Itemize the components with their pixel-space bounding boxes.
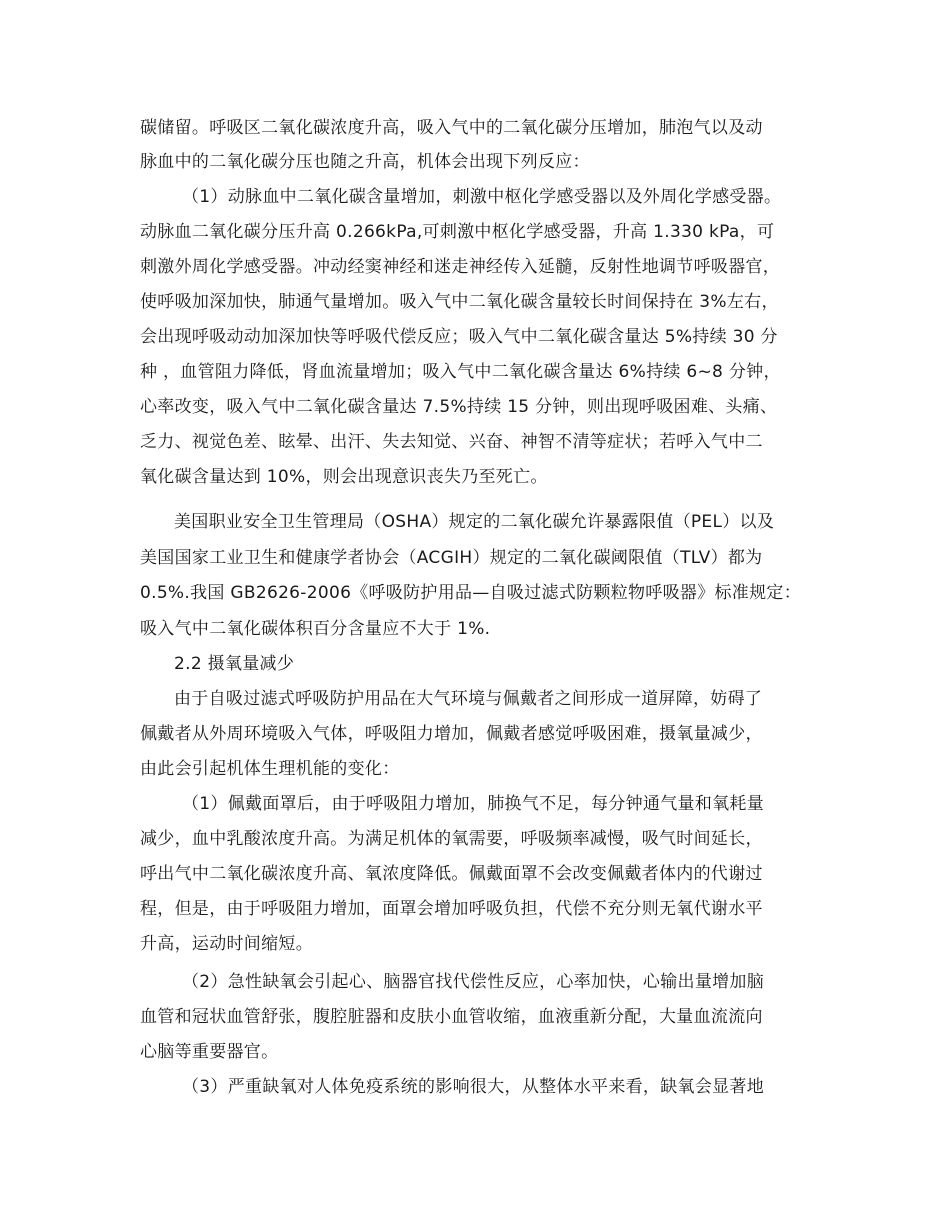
text-line: 氧化碳含量达到 10%，则会出现意识丧失乃至死亡。 xyxy=(140,467,548,487)
text-line: 美国职业安全卫生管理局（OSHA）规定的二氧化碳允许暴露限值（PEL）以及 xyxy=(174,512,775,532)
text-line: 心脑等重要器官。 xyxy=(140,1042,279,1062)
text-line: （1）动脉血中二氧化碳含量增加，刺激中枢化学感受器以及外周化学感受器。 xyxy=(182,187,782,207)
text-line: 减少，血中乳酸浓度升高。为满足机体的氧需要，呼吸频率减慢，吸气时间延长， xyxy=(140,829,763,849)
text-line: 由此会引起机体生理机能的变化： xyxy=(140,759,400,779)
text-line: 会出现呼吸动动加深加快等呼吸代偿反应；吸入气中二氧化碳含量达 5%持续 30 分 xyxy=(140,327,778,347)
text-line: 使呼吸加深加快，肺通气量增加。吸入气中二氧化碳含量较长时间保持在 3%左右， xyxy=(140,292,779,312)
text-line: 碳储留。呼吸区二氧化碳浓度升高，吸入气中的二氧化碳分压增加，肺泡气以及动 xyxy=(140,118,763,138)
text-line: 脉血中的二氧化碳分压也随之升高，机体会出现下列反应： xyxy=(140,152,590,172)
text-line: 0.5%.我国 GB2626-2006《呼吸防护用品—自吸过滤式防颗粒物呼吸器》标准规定： xyxy=(140,583,801,603)
text-line: 刺激外周化学感受器。冲动经窦神经和迷走神经传入延髓，反射性地调节呼吸器官， xyxy=(140,257,781,277)
text-line: （1）佩戴面罩后，由于呼吸阻力增加，肺换气不足，每分钟通气量和氧耗量 xyxy=(182,794,765,814)
text-line: 种 ，血管阻力降低，肾血流量增加；吸入气中二氧化碳含量达 6%持续 6~8 分钟， xyxy=(140,362,781,382)
section-heading: 2.2 摄氧量减少 xyxy=(174,654,295,674)
text-line: 升高，运动时间缩短。 xyxy=(140,934,313,954)
text-line: 动脉血二氧化碳分压升高 0.266kPa,可刺激中枢化学感受器，升高 1.330 kPa，可 xyxy=(140,222,775,242)
text-line: 心率改变，吸入气中二氧化碳含量达 7.5%持续 15 分钟，则出现呼吸困难、头痛、 xyxy=(140,397,778,417)
text-line: 乏力、视觉色差、眩晕、出汗、失去知觉、兴奋、神智不清等症状；若呼入气中二 xyxy=(140,432,763,452)
text-line: 佩戴者从外周环境吸入气体，呼吸阻力增加，佩戴者感觉呼吸困难，摄氧量减少， xyxy=(140,724,763,744)
text-line: 由于自吸过滤式呼吸防护用品在大气环境与佩戴者之间形成一道屏障，妨碍了 xyxy=(174,689,763,709)
text-line: 程，但是，由于呼吸阻力增加，面罩会增加呼吸负担，代偿不充分则无氧代谢水平 xyxy=(140,899,763,919)
text-line: 血管和冠状血管舒张，腹腔脏器和皮肤小血管收缩，血液重新分配，大量血流流向 xyxy=(140,1007,763,1027)
text-line: 美国国家工业卫生和健康学者协会（ACGIH）规定的二氧化碳阈限值（TLV）都为 xyxy=(140,548,763,568)
text-line: 呼出气中二氧化碳浓度升高、氧浓度降低。佩戴面罩不会改变佩戴者体内的代谢过 xyxy=(140,864,763,884)
text-line: 吸入气中二氧化碳体积百分含量应不大于 1%. xyxy=(140,619,491,639)
text-line: （2）急性缺氧会引起心、脑器官找代偿性反应，心率加快，心输出量增加脑 xyxy=(182,972,765,992)
text-line: （3）严重缺氧对人体免疫系统的影响很大，从整体水平来看，缺氧会显著地 xyxy=(182,1077,765,1097)
